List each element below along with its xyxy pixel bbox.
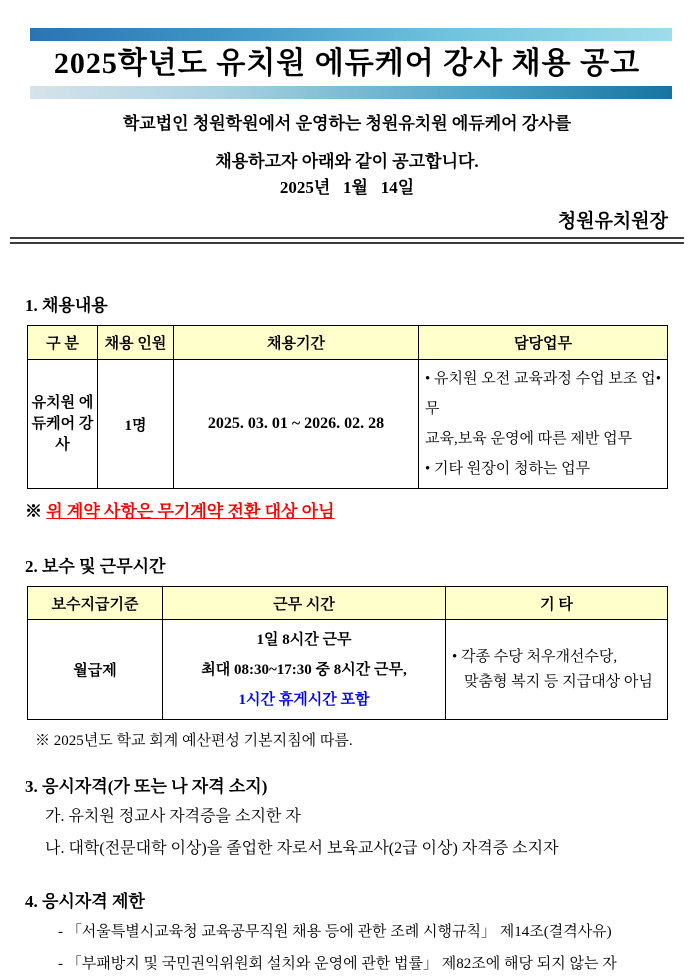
col-header-duties: 담당업무 (419, 326, 668, 360)
budget-guideline-note: ※ 2025년도 학교 회계 예산편성 기본지침에 따름. (35, 733, 353, 749)
section1-heading: 1. 채용내용 (25, 296, 108, 315)
duty-line-1 (425, 364, 661, 424)
page-title: 2025학년도 유치원 에듀케어 강사 채용 공고 (53, 47, 641, 80)
col-header-etc: 기 타 (446, 587, 668, 620)
restriction-item-1: - 「서울특별시교육청 교육공무직원 채용 등에 관한 조례 시행규칙」 제14조(결격사유) (58, 924, 612, 940)
pay-hours-table (27, 586, 668, 720)
hours-line-1: 1일 8시간 근무 (256, 631, 352, 648)
duty-1-text: • 유치원 오전 교육과정 수업 보조 업무 (425, 371, 656, 417)
recruitment-table (27, 325, 668, 489)
recruitment-table-header-row (28, 326, 668, 360)
hours-line-3-break-time: 1시간 휴게시간 포함 (238, 691, 370, 708)
qualification-item-na: 나. 대학(전문대학 이상)을 졸업한 자로서 보육교사(2급 이상) 자격증 소지자 (45, 840, 559, 857)
etc-line-2: 맞춤형 복지 등 지급대상 아님 (464, 673, 653, 690)
cell-count: 1명 (98, 360, 174, 489)
intro-line-1: 학교법인 청원학원에서 운영하는 청원유치원 에듀케어 강사를 (122, 114, 572, 133)
cell-duties (419, 360, 668, 489)
qualification-item-ga: 가. 유치원 정교사 자격증을 소지한 자 (45, 808, 301, 825)
duty-2-bullet: • (655, 371, 661, 387)
duty-line-2: 교육,보육 운영에 따른 제반 업무 (425, 431, 633, 447)
cell-category: 유치원 에듀케어 강사 (28, 360, 98, 489)
col-header-category: 구 분 (28, 326, 98, 360)
section2-heading: 2. 보수 및 근무시간 (25, 557, 166, 576)
cell-etc (446, 620, 668, 720)
pay-hours-table-header-row (28, 587, 668, 620)
document-page (0, 28, 694, 972)
contract-note-text: 위 계약 사항은 무기계약 전환 대상 아님 (46, 502, 335, 521)
recruitment-table-row (28, 360, 668, 489)
header-gradient-bar-top (30, 28, 672, 41)
announcement-date: 2025년 1월 14일 (279, 178, 415, 197)
cell-period: 2025. 03. 01 ~ 2026. 02. 28 (174, 360, 419, 489)
cell-work-hours (163, 620, 446, 720)
signer-title: 청원유치원장 (557, 211, 668, 232)
col-header-work-hours: 근무 시간 (163, 587, 446, 620)
duty-line-3: • 기타 원장이 청하는 업무 (425, 461, 591, 477)
note-mark: ※ (25, 502, 47, 521)
double-divider-line (10, 237, 684, 244)
intro-line-2: 채용하고자 아래와 같이 공고합니다. (215, 152, 479, 171)
restriction-item-2: - 「부패방지 및 국민권익위원회 설치와 운영에 관한 법률」 제82조에 해당 되지 않는 자 (58, 956, 617, 972)
section3-heading: 3. 응시자격(가 또는 나 자격 소지) (25, 777, 268, 796)
header-gradient-bar-bottom (30, 86, 672, 99)
pay-hours-table-row (28, 620, 668, 720)
hours-line-2: 최대 08:30~17:30 중 8시간 근무, (201, 661, 407, 678)
contract-note (25, 497, 694, 522)
section4-heading: 4. 응시자격 제한 (25, 892, 145, 911)
etc-line-1: • 각종 수당 처우개선수당, (452, 648, 618, 665)
col-header-count: 채용 인원 (98, 326, 174, 360)
cell-pay-type: 월급제 (28, 620, 163, 720)
col-header-period: 채용기간 (174, 326, 419, 360)
col-header-pay-basis: 보수지급기준 (28, 587, 163, 620)
